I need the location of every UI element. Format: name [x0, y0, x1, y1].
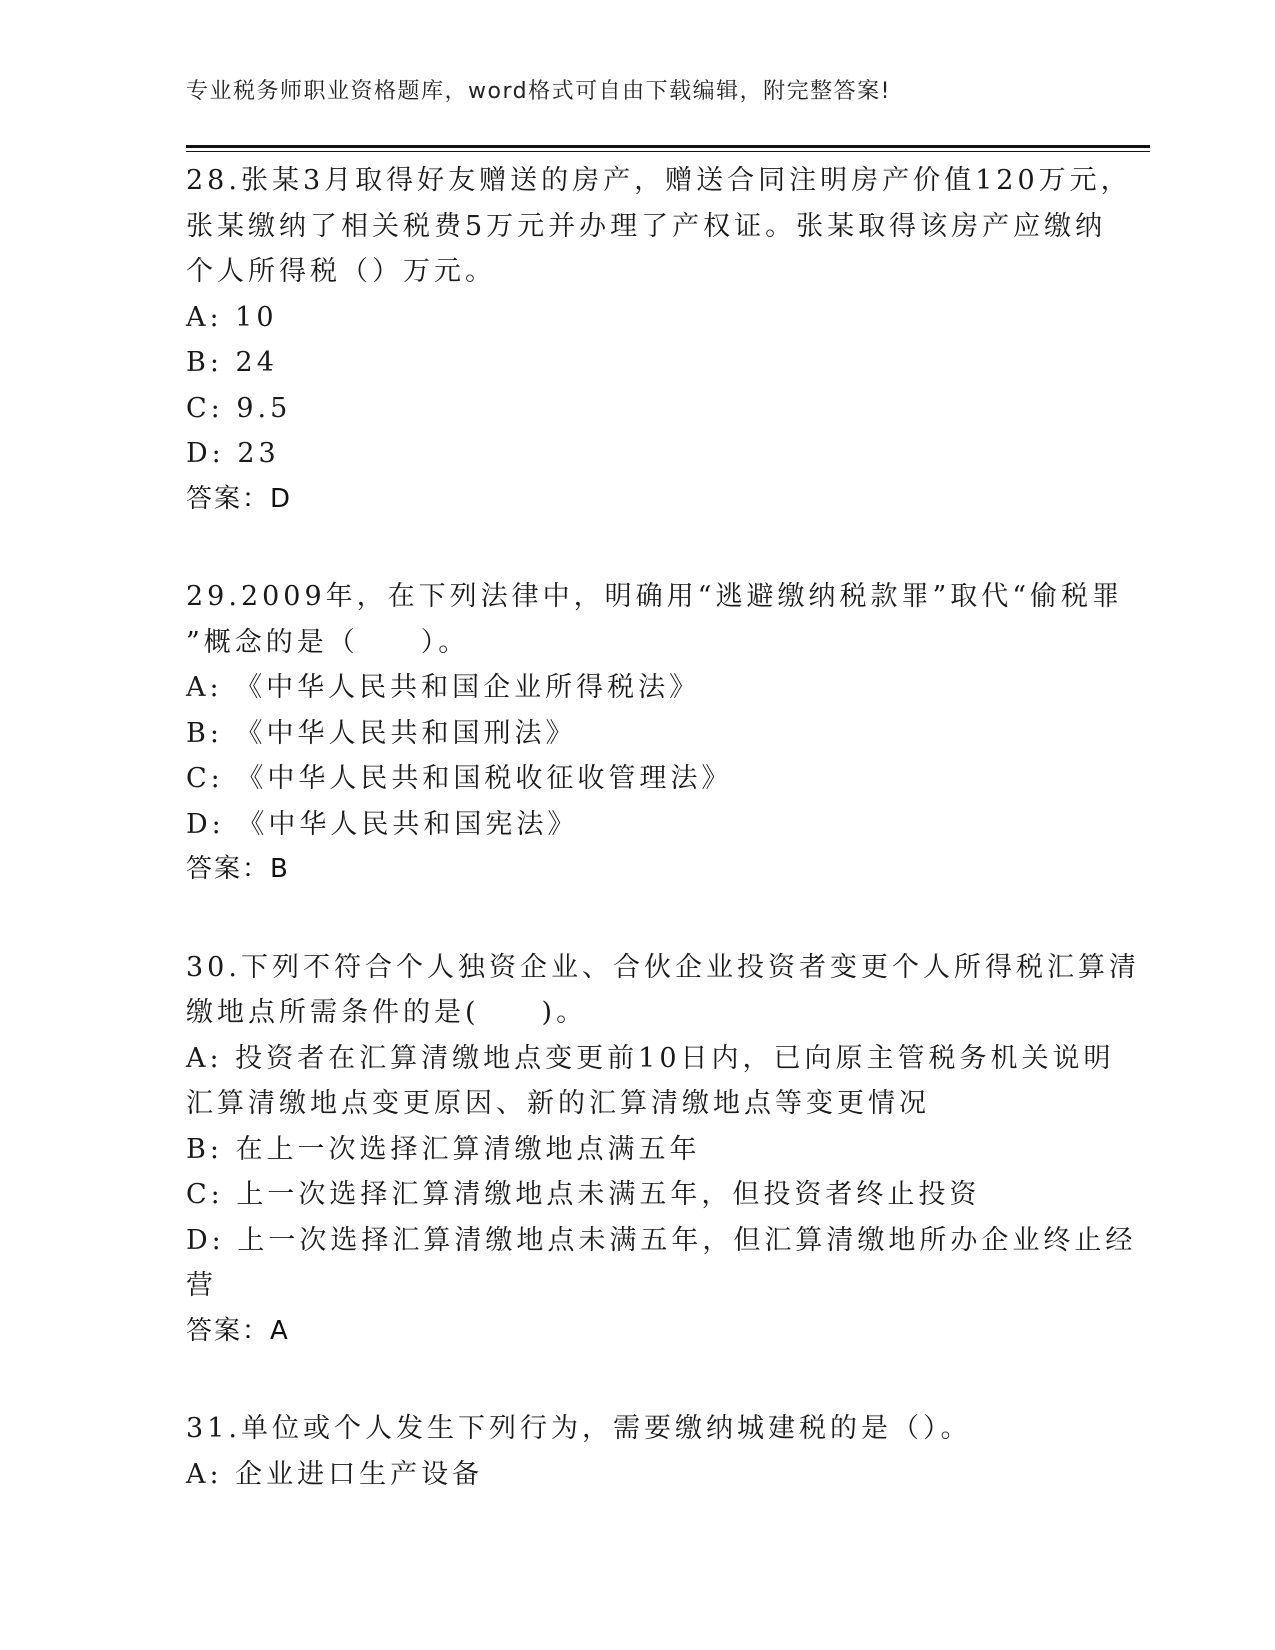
question-stem-line: 31.单位或个人发生下列行为，需要缴纳城建税的是（）。	[186, 1413, 972, 1444]
option-d-continued: 营	[186, 1270, 217, 1301]
question-stem-line: ”概念的是（ ）。	[186, 626, 470, 658]
option-d: D: 23	[186, 438, 280, 469]
question-stem-line: 28.张某3月取得好友赠送的房产，赠送合同注明房产价值120万元，	[186, 165, 1132, 196]
question-stem-line: 30.下列不符合个人独资企业、合伙企业投资者变更个人所得税汇算清	[186, 951, 1140, 983]
option-a: A: 企业进口生产设备	[186, 1458, 484, 1490]
answer-line: 答案：B	[186, 854, 290, 884]
question-stem-line: 29.2009年，在下列法律中，明确用“逃避缴纳税款罪”取代“偷税罪	[186, 581, 1124, 612]
option-c: C: 《中华人民共和国税收征收管理法》	[186, 763, 733, 794]
question-stem-line: 张某缴纳了相关税费5万元并办理了产权证。张某取得该房产应缴纳	[186, 210, 1107, 242]
option-a: A: 《中华人民共和国企业所得税法》	[186, 672, 701, 703]
answer-line: 答案：A	[186, 1315, 290, 1346]
question-30	[186, 945, 1140, 1355]
option-a-continued: 汇算清缴地点变更原因、新的汇算清缴地点等变更情况	[186, 1088, 930, 1119]
question-28	[186, 158, 1132, 522]
answer-line: 答案：D	[186, 483, 293, 514]
question-31	[186, 1406, 1086, 1497]
option-b: B: 24	[186, 347, 278, 378]
option-d: D: 上一次选择汇算清缴地点未满五年，但汇算清缴地所办企业终止经	[186, 1224, 1137, 1256]
question-stem-line: 缴地点所需条件的是( )。	[186, 997, 588, 1028]
question-29	[186, 574, 1124, 893]
page-header: 专业税务师职业资格题库，word格式可自由下载编辑，附完整答案!	[186, 79, 891, 104]
option-d: D: 《中华人民共和国宪法》	[186, 808, 579, 840]
option-a: A: 投资者在汇算清缴地点变更前10日内，已向原主管税务机关说明	[186, 1042, 1115, 1074]
option-a: A: 10	[186, 301, 278, 333]
header-divider-thick	[186, 145, 1150, 148]
option-b: B: 《中华人民共和国刑法》	[186, 717, 577, 749]
option-b: B: 在上一次选择汇算清缴地点满五年	[186, 1133, 701, 1165]
question-stem-line: 个人所得税（）万元。	[186, 256, 496, 287]
question-list	[186, 158, 1140, 1497]
option-c: C: 上一次选择汇算清缴地点未满五年，但投资者终止投资	[186, 1179, 981, 1210]
header-divider-thin	[186, 151, 1150, 152]
option-c: C: 9.5	[186, 392, 292, 424]
